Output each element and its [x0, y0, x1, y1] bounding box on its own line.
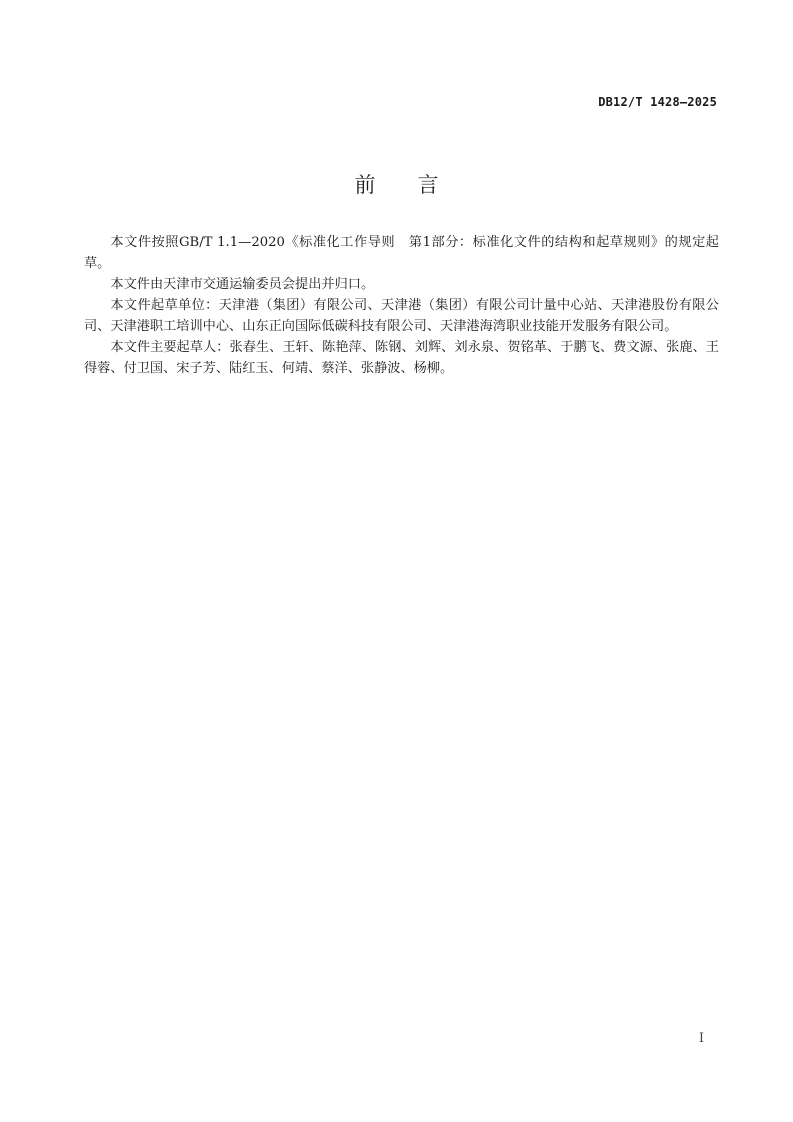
page-title-char-1: 前 [354, 173, 376, 197]
page-title [0, 169, 793, 199]
paragraph-drafting-basis: 本文件按照GB/T 1.1—2020《标准化工作导则 第1部分：标准化文件的结构和起草规则》的规定起草。 [84, 235, 719, 271]
page-title-char-2: 言 [417, 173, 439, 197]
paragraph-proposer: 本文件由天津市交通运输委员会提出并归口。 [110, 277, 375, 292]
document-code: DB12/T 1428—2025 [598, 95, 717, 109]
page-number: I [698, 1031, 704, 1046]
foreword-body [84, 232, 719, 379]
paragraph-drafters: 本文件主要起草人：张春生、王轩、陈艳萍、陈钢、刘辉、刘永泉、贺铭革、于鹏飞、费文源、张鹿、王得蓉、付卫国、宋子芳、陆红玉、何靖、蔡洋、张静波、杨柳。 [84, 340, 719, 376]
paragraph-drafting-units: 本文件起草单位：天津港（集团）有限公司、天津港（集团）有限公司计量中心站、天津港股份有限公司、天津港职工培训中心、山东正向国际低碳科技有限公司、天津港海湾职业技能开发服务有限公司。 [84, 298, 719, 334]
